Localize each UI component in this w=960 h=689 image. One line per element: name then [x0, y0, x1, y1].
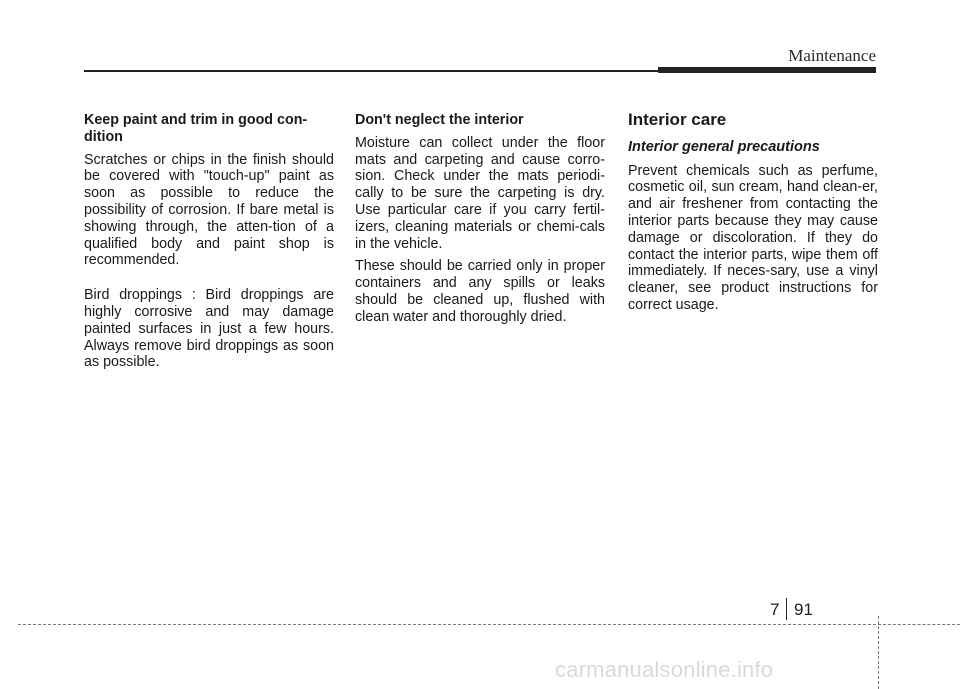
footer-crop-mark-vertical: [878, 616, 879, 689]
paragraph-chemicals: Prevent chemicals such as perfume, cosmetic oil, sun cream, hand clean-er, and air freshener from contacting the interior parts because they may cause damage or discoloration. If they do contact the interior parts, wipe them off immediately. If neces-sary, use a vinyl cleaner, see product instructions for correct usage.: [628, 162, 878, 313]
page-number-divider: [786, 598, 787, 620]
heading-interior-care: Interior care: [628, 110, 727, 129]
header-rule: [84, 70, 660, 72]
paragraph-bird-droppings: Bird droppings : Bird droppings are highly corrosive and may damage painted surfaces in just a few hours. Always remove bird droppings as soon as possible.: [84, 287, 334, 371]
footer-crop-mark-horizontal: [878, 624, 960, 625]
paragraph-containers: These should be carried only in proper containers and any spills or leaks should be cleaned up, flushed with clean water and thoroughly dried.: [355, 258, 605, 325]
subheading-general-precautions: Interior general precautions: [628, 138, 820, 155]
watermark: carmanualsonline.info: [555, 657, 774, 682]
section-title: Maintenance: [788, 46, 876, 65]
header-bar: [658, 67, 876, 73]
paragraph-scratches: Scratches or chips in the finish should be covered with "touch-up" paint as soon as possible to reduce the possibility of corrosion. If bare metal is showing through, the atten-tion of a qualified body and paint shop is recommended.: [84, 151, 334, 269]
column-interior-care: [628, 112, 878, 320]
footer-dashed-rule: [18, 624, 876, 625]
subheading-paint-trim: Keep paint and trim in good con-dition: [84, 112, 308, 145]
paragraph-moisture: Moisture can collect under the floor mats and carpeting and cause corro-sion. Check under the mats periodi-cally to be sure the carpeting is dry. Use particular care if you carry fertil-izers, cleaning materials or chemi-cals in the vehicle.: [355, 134, 605, 252]
chapter-number: 7: [770, 600, 780, 619]
column-interior-neglect: [355, 112, 605, 332]
column-paint-care: [84, 112, 334, 377]
subheading-interior: Don't neglect the interior: [355, 112, 524, 128]
page-number: 91: [794, 600, 813, 619]
